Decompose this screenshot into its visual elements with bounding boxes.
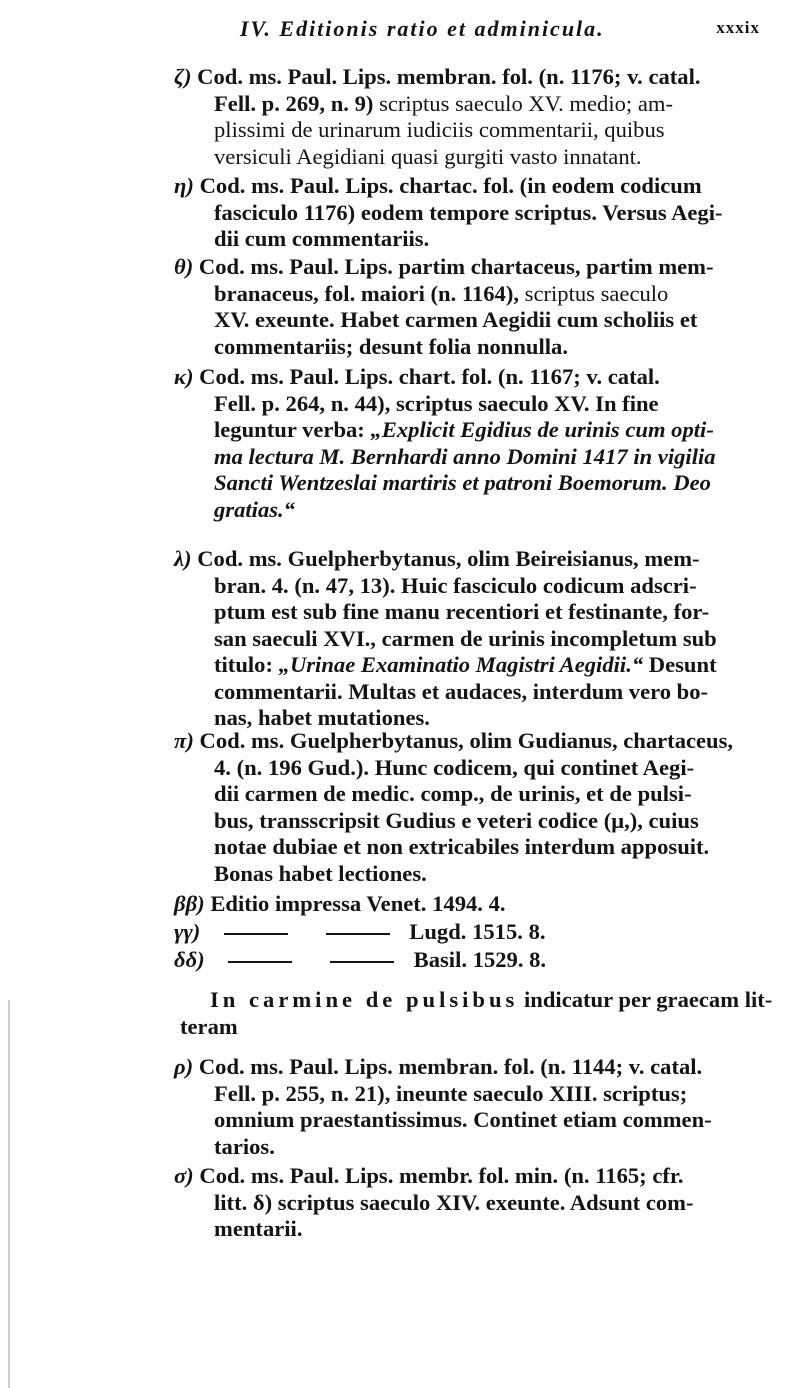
entry-text: branaceus, fol. maiori (n. 1164),	[214, 280, 520, 306]
entry-theta	[174, 254, 790, 360]
entry-text: Cod. ms. Guelpherbytanus, olim Gudianus, chartaceus,	[199, 728, 734, 753]
page-edge-shadow	[8, 1000, 10, 1388]
entry-marker: ζ)	[174, 64, 192, 89]
entry-text: „Urinae Examinatio Magistri Aegidii.“	[278, 652, 644, 677]
entry-text: Fell. p. 269, n. 9)	[214, 90, 374, 116]
entry-marker: ρ)	[174, 1054, 194, 1079]
entry-text: am-	[637, 90, 673, 116]
entry-line	[170, 987, 790, 1014]
entry-marker: η)	[174, 173, 194, 198]
ditto-dash	[224, 933, 288, 935]
entry-line	[174, 417, 790, 444]
entry-zeta	[174, 64, 790, 170]
section-note-pulsibus	[170, 987, 790, 1040]
entry-text: Basil. 1529. 8.	[413, 947, 547, 972]
ditto-dash	[228, 961, 292, 963]
entry-marker: δδ)	[174, 947, 205, 972]
running-header	[240, 16, 760, 52]
ditto-dash	[330, 961, 394, 963]
entry-line: ma lectura M. Bernhardi anno Domini 1417 in vigilia	[214, 443, 716, 469]
entry-marker: σ)	[174, 1163, 194, 1188]
entry-kappa	[174, 364, 790, 523]
entry-line	[174, 254, 790, 281]
running-title: IV. Editionis ratio et adminicula.	[240, 16, 605, 41]
entry-marker: π)	[174, 728, 194, 753]
entry-line: nas, habet mutationes.	[214, 705, 430, 730]
entry-marker: λ)	[174, 546, 192, 571]
entry-line: bran. 4. (n. 47, 13). Huic fasciculo codicum adscri-	[214, 572, 697, 598]
entry-text: Cod. ms. Paul. Lips. chart. fol. (n. 1167; v. catal.	[199, 364, 660, 389]
entry-line	[174, 1054, 790, 1081]
entry-marker: ββ)	[174, 891, 205, 916]
entry-text: Cod. ms. Paul. Lips. membran. fol. (n. 1176; v. catal.	[197, 64, 701, 89]
entry-line: omnium praestantissimus. Continet etiam commen-	[214, 1107, 712, 1132]
entry-line: Sancti Wentzeslai martiris et patroni Boemorum. Deo	[214, 470, 711, 495]
entry-text: Cod. ms. Paul. Lips. chartac. fol. (in eodem codicum	[199, 173, 702, 198]
entry-line	[174, 173, 790, 200]
entry-line	[174, 281, 790, 308]
entry-line: Fell. p. 255, n. 21), ineunte saeculo XIII. scriptus;	[214, 1080, 688, 1106]
entry-line: 4. (n. 196 Gud.). Hunc codicem, qui continet Aegi-	[214, 754, 695, 780]
entry-text: Desunt	[648, 652, 717, 677]
entry-line: ptum est sub fine manu recentiori et festinante, for-	[214, 599, 710, 624]
entry-text: Cod. ms. Paul. Lips. membran. fol. (n. 1144; v. catal.	[198, 1054, 703, 1079]
entry-eta	[174, 173, 790, 253]
entry-text: „Explicit Egidius de urinis cum opti-	[370, 417, 714, 442]
entry-line: commentarii. Multas et audaces, interdum vero bo-	[214, 678, 709, 704]
entry-text: scriptus saeculo XV. medio;	[379, 90, 633, 116]
entry-pi	[174, 728, 790, 887]
entry-line: commentariis; desunt folia nonnulla.	[214, 333, 568, 359]
entry-line: Bonas habet lectiones.	[214, 860, 427, 886]
entry-sigma	[174, 1163, 790, 1243]
entry-line: tarios.	[214, 1133, 275, 1159]
entry-text: Cod. ms. Paul. Lips. membr. fol. min. (n. 1165; cfr.	[199, 1163, 684, 1188]
entry-line: Fell. p. 264, n. 44), scriptus saeculo XV. In fine	[214, 390, 659, 416]
entry-line	[174, 1163, 790, 1190]
entry-line: versiculi Aegidiani quasi gurgiti vasto innatant.	[214, 143, 642, 169]
entry-text: Lugd. 1515. 8.	[409, 919, 546, 944]
entry-text: titulo:	[214, 652, 273, 677]
entry-line: dii carmen de medic. comp., de urinis, et de pulsi-	[214, 781, 692, 806]
page-number: xxxix	[716, 18, 760, 37]
entry-line: litt. δ) scriptus saeculo XIV. exeunte. Adsunt com-	[214, 1189, 694, 1215]
entry-line	[174, 652, 790, 679]
entry-text: indicatur per graecam lit-	[524, 987, 773, 1012]
entry-line: notae dubiae et non extricabiles interdum apposuit.	[214, 834, 710, 859]
entry-line: gratias.“	[214, 496, 295, 522]
entry-lambda	[174, 546, 790, 732]
entry-line	[174, 546, 790, 573]
entry-line	[174, 64, 790, 91]
entry-beta-beta	[174, 891, 790, 918]
entry-line: dii cum commentariis.	[214, 226, 430, 251]
entry-text: Editio impressa Venet. 1494. 4.	[210, 891, 506, 916]
entry-line	[174, 891, 790, 918]
entry-text: Cod. ms. Paul. Lips. partim chartaceus, partim mem-	[198, 254, 714, 279]
entry-rho	[174, 1054, 790, 1160]
entry-line: fasciculo 1176) eodem tempore scriptus. Versus Aegi-	[214, 199, 723, 225]
entry-delta-delta	[174, 947, 790, 974]
entry-marker: κ)	[174, 364, 194, 389]
entry-line	[174, 919, 790, 946]
entry-line: teram	[180, 1013, 238, 1039]
ditto-dash	[326, 933, 390, 935]
entry-line	[174, 728, 790, 755]
entry-line: mentarii.	[214, 1216, 303, 1241]
entry-line: plissimi de urinarum iudiciis commentarii, quibus	[214, 117, 665, 142]
entry-marker: θ)	[174, 254, 194, 279]
entry-line	[174, 91, 790, 118]
entry-text: leguntur verba:	[214, 417, 365, 442]
entry-line: san saeculi XVI., carmen de urinis incompletum sub	[214, 625, 717, 651]
entry-line	[174, 364, 790, 391]
entry-marker: γγ)	[174, 919, 201, 944]
entry-text: Cod. ms. Guelpherbytanus, olim Beireisianus, mem-	[197, 546, 700, 571]
entry-line	[174, 947, 790, 974]
entry-line: bus, transscripsit Gudius e veteri codice (μ,), cuius	[214, 807, 699, 833]
entry-text: scriptus saeculo	[524, 280, 669, 306]
entry-gamma-gamma	[174, 919, 790, 946]
entry-text: In carmine de pulsibus	[210, 987, 519, 1012]
entry-line: XV. exeunte. Habet carmen Aegidii cum scholiis et	[214, 307, 698, 332]
